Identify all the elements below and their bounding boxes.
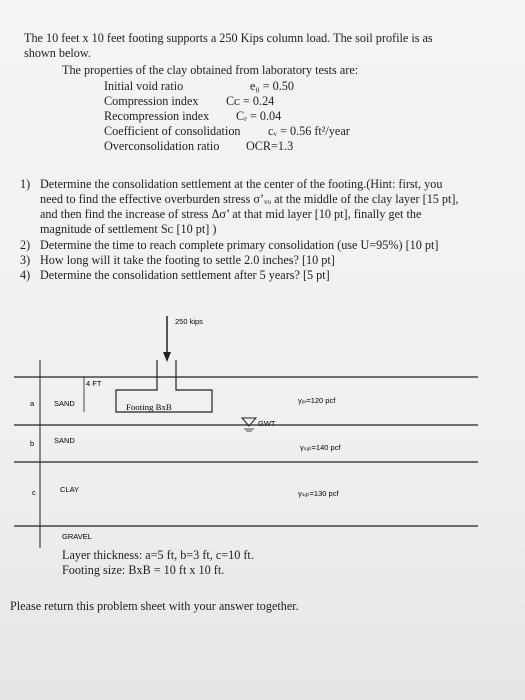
prop-label-recompression-index: Recompression index xyxy=(104,109,210,123)
prop-label-ocr: Overconsolidation ratio xyxy=(104,139,220,153)
question-1-line-4: magnitude of settlement Sᴄ [10 pt] ) xyxy=(40,222,217,236)
gwt-label: GWT xyxy=(258,419,276,428)
footing-size-note: Footing size: BxB = 10 ft x 10 ft. xyxy=(62,563,225,577)
footing-label: Footing BxB xyxy=(126,402,172,412)
intro-line-1: The 10 feet x 10 feet footing supports a 250 Kips column load. The soil profile is as xyxy=(24,31,433,45)
soil-profile-diagram xyxy=(0,300,525,560)
prop-value-ocr: OCR=1.3 xyxy=(246,139,294,153)
layer-c-tag: c xyxy=(32,488,36,497)
layer-a-unit-weight: γₑᵣ=120 pcf xyxy=(298,396,336,405)
layer-a-soil: SAND xyxy=(54,399,75,408)
layer-c-soil: CLAY xyxy=(60,485,80,494)
question-2-line-1: Determine the time to reach complete primary consolidation (use U=95%) [10 pt] xyxy=(40,238,439,252)
prop-value-compression-index: Cᴄ = 0.24 xyxy=(226,94,275,108)
prop-value-recompression-index: Cᵣ = 0.04 xyxy=(236,109,282,123)
question-3-line-1: How long will it take the footing to settle 2.0 inches? [10 pt] xyxy=(40,253,335,267)
intro-line-2: shown below. xyxy=(24,46,91,60)
prop-label-void-ratio: Initial void ratio xyxy=(104,79,184,93)
gravel-label: GRAVEL xyxy=(62,532,92,541)
layer-b-unit-weight: γₛₐₜ=140 pcf xyxy=(300,443,341,452)
question-1-line-1: Determine the consolidation settlement at the center of the footing.(Hint: first, you xyxy=(40,177,443,191)
question-1-line-3: and then find the increase of stress Δσ’ at that mid layer [10 pt], finally get the xyxy=(40,207,422,221)
closing-instruction: Please return this problem sheet with your answer together. xyxy=(10,599,299,613)
load-label: 250 kips xyxy=(175,317,203,326)
question-1-number: 1) xyxy=(20,177,31,191)
load-arrow-head xyxy=(163,352,171,362)
layer-b-tag: b xyxy=(30,439,35,448)
prop-label-compression-index: Compression index xyxy=(104,94,199,108)
prop-label-consolidation-coefficient: Coefficient of consolidation xyxy=(104,124,241,138)
question-4-line-1: Determine the consolidation settlement after 5 years? [5 pt] xyxy=(40,268,330,282)
layer-c-unit-weight: γₛₐₜ=130 pcf xyxy=(298,489,339,498)
question-3-number: 3) xyxy=(20,253,31,267)
layer-a-tag: a xyxy=(30,399,35,408)
properties-heading: The properties of the clay obtained from laboratory tests are: xyxy=(62,63,359,77)
layer-thickness-note: Layer thickness: a=5 ft, b=3 ft, c=10 ft. xyxy=(62,548,254,562)
depth-label: 4 FT xyxy=(86,379,102,388)
question-4-number: 4) xyxy=(20,268,31,282)
question-1-line-2: need to find the effective overburden stress σ’ᵥₒ at the middle of the clay layer [15 pt], xyxy=(40,192,459,206)
question-2-number: 2) xyxy=(20,238,31,252)
prop-value-void-ratio: e₀ = 0.50 xyxy=(250,79,294,93)
prop-value-consolidation-coefficient: cᵥ = 0.56 ft²/year xyxy=(268,124,350,138)
layer-b-soil: SAND xyxy=(54,436,75,445)
